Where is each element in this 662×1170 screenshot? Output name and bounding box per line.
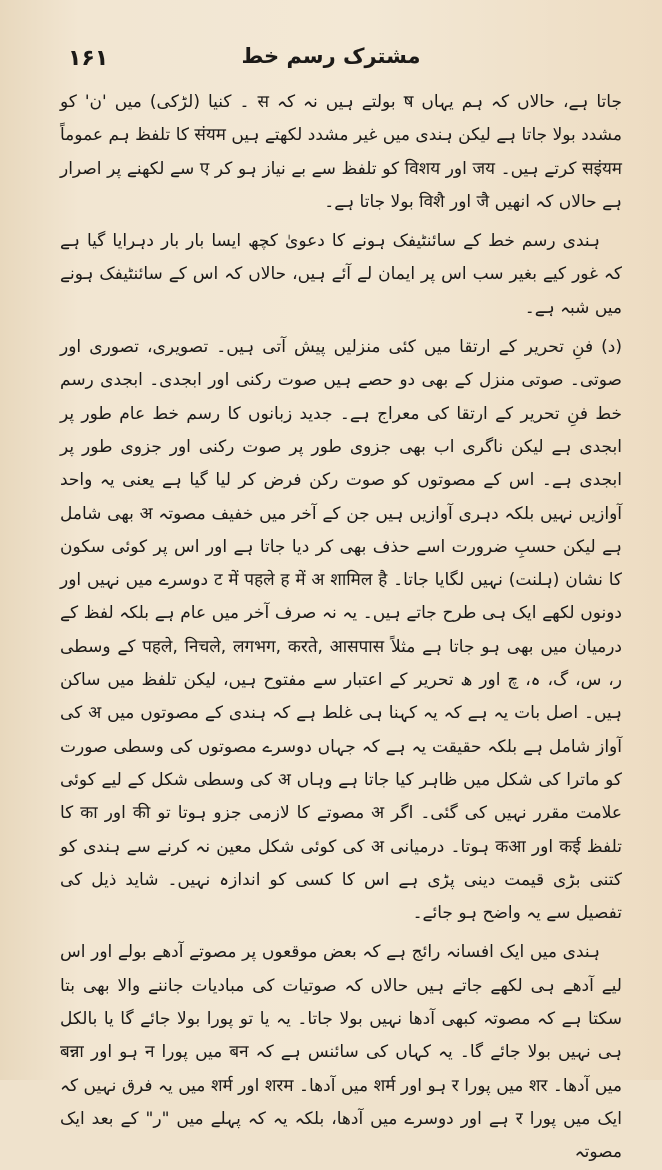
paragraph-2: ہندی رسم خط کے سائنٹیفک ہونے کا دعویٰ کچھ ایسا بار بار دہرایا گیا ہے کہ غور کیے بغیر سب اس پر ایمان لے آئے ہیں، حالاں کہ اس کے سائنٹیفک ہونے میں شبہ ہے۔ — [60, 231, 622, 318]
page-header — [58, 42, 604, 78]
page-number: ۱۶۱ — [68, 46, 109, 71]
paragraph-3: (د) فنِ تحریر کے ارتقا میں کئی منزلیں پیش آتی ہیں۔ تصویری، تصوری اور صوتی۔ صوتی منزل کے بھی دو حصے ہیں صوت رکنی اور ابجدی۔ ابجدی رسم خط فنِ تحریر کے ارتقا کی معراج ہے۔ جدید زبانوں کا رسم خط عام طور پر ابجدی ہے لیکن ناگری اب بھی جزوی طور پر صوت رکنی اور جزوی طور پر ابجدی ہے۔ اس کے مصوتوں کو صوت رکن فرض کر لیا گیا ہے یعنی یہ واحد آوازیں نہیں بلکہ دہری آوازیں ہیں جن کے آخر میں خفیف مصوتہ अ بھی شامل ہے لیکن حسبِ ضرورت اسے حذف بھی کر دیا جاتا ہے اور اس پر کوئی سکون کا نشان (ہلنت) نہیں لگایا جاتا۔ ट में पहले ह में अ शामिल है دوسرے میں نہیں اور دونوں لکھے ایک ہی طرح جاتے ہیں۔ یہ نہ صرف آخر میں عام ہے بلکہ لفظ کے درمیان میں بھی ہو جاتا ہے مثلاً पहले, निचले, लगभग, करते, आसपास کے وسطی ر، س، گ، ہ، چ اور ھ تحریر کے اعتبار سے مفتوح ہیں، لیکن تلفظ میں ساکن ہیں۔ اصل بات یہ ہے کہ یہ کہنا ہی غلط ہے کہ ہندی کے مصوتوں میں अ کی آواز شامل ہے بلکہ حقیقت یہ ہے کہ جہاں دوسرے مصوتوں کی وسطی صورت کو ماترا کی شکل میں ظاہر کیا جاتا ہے وہاں अ کی وسطی شکل کے لیے کوئی علامت مقرر نہیں کی گئی۔ اگر अ مصوتے کا لازمی جزو ہوتا تو की اور का کا تلفظ कई اور कआ ہوتا۔ درمیانی अ کی کوئی شکل معین نہ کرنے سے ہندی کو کتنی بڑی قیمت دینی پڑی ہے اس کا کسی کو اندازہ نہیں۔ شاید ذیل کی تفصیل سے یہ واضح ہو جائے۔ — [60, 337, 623, 924]
paragraph-4: ہندی میں ایک افسانہ رائج ہے کہ بعض موقعوں پر مصوتے آدھے بولے اور اس لیے آدھے ہی لکھے جاتے ہیں حالاں کہ صوتیات کی مبادیات جاننے والا بھی بتا سکتا ہے کہ مصوتہ کبھی آدھا نہیں بولا جاتا۔ یہ یا تو پورا بولا جائے گا یا بالکل ہی نہیں بولا جائے گا۔ یہ کہاں کی سائنس ہے کہ बन میں پورا न ہو اور बन्ना میں آدھا۔ शर میں پورا र ہو اور शर्म میں آدھا۔ शरम اور शर्म میں یہ فرق نہیں کہ ایک میں پورا र ہے اور دوسرے میں آدھا، بلکہ یہ کہ پہلے میں "ر" کے بعد ایک مصوتہ — [60, 942, 623, 1163]
running-title: مشترک رسم خط — [241, 44, 421, 68]
paragraph-1: جاتا ہے، حالاں کہ ہم یہاں ष بولتے ہیں نہ کہ स ۔ کنیا (لڑکی) میں 'ن' کو مشدد بولا جاتا ہے لیکن ہندی میں غیر مشدد لکھتے ہیں संयम کا تلفظ ہم عموماً सइंयम کرتے ہیں۔ जय اور विशय کو تلفظ سے بے نیاز ہو کر ए سے لکھنے پر اصرار ہے حالاں کہ انھیں जै اور विशै بولا جاتا ہے۔ — [60, 92, 622, 212]
page-body-text — [60, 86, 623, 1163]
